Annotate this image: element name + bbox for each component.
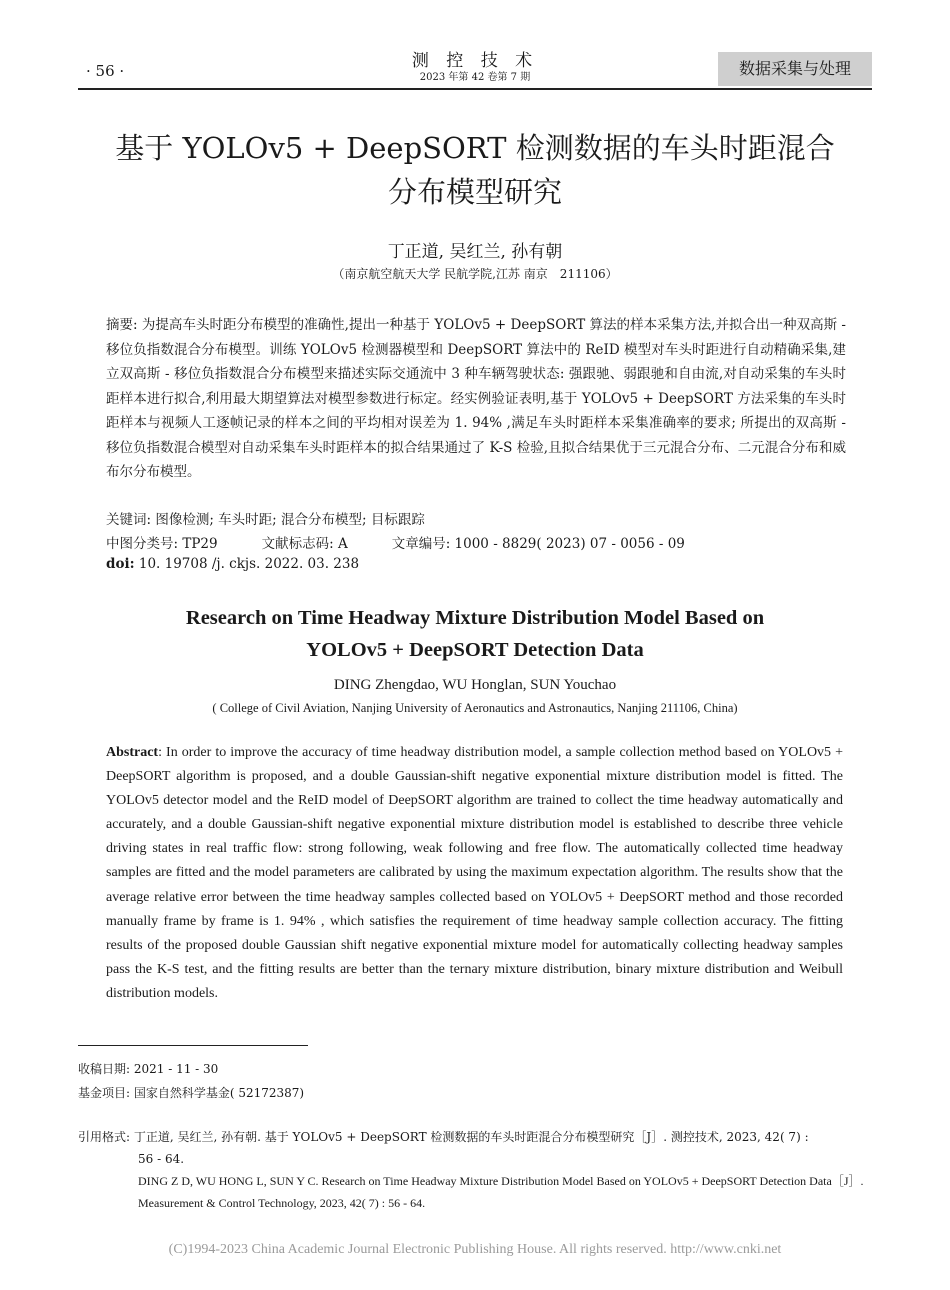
citation-cn-line2: 56 - 64. bbox=[138, 1152, 185, 1166]
cn-authors: 丁正道, 吴红兰, 孙有朝 bbox=[387, 242, 563, 262]
copyright-watermark: (C)1994-2023 China Academic Journal Electronic Publishing House. All rights reserved. http://www.cnki.net bbox=[168, 1242, 782, 1257]
cn-title bbox=[60, 126, 890, 214]
en-authors: DING Zhengdao, WU Honglan, SUN Youchao bbox=[333, 677, 617, 693]
footnote-rule bbox=[78, 1045, 308, 1046]
doi-value[interactable]: 10. 19708 /j. ckjs. 2022. 03. 238 bbox=[134, 556, 360, 572]
section-tag: 数据采集与处理 bbox=[718, 52, 872, 86]
en-abstract-label: Abstract bbox=[106, 745, 159, 760]
citation-cn-line1: 引用格式: 丁正道, 吴红兰, 孙有朝. 基于 YOLOv5 + DeepSORT 检测数据的车头时距混合分布模型研究［J］. 测控技术, 2023, 42( 7) : bbox=[78, 1130, 809, 1144]
doi-label: doi: bbox=[106, 556, 135, 572]
en-title-line2: YOLOv5 + DeepSORT Detection Data bbox=[306, 639, 644, 661]
cn-title-line2: 分布模型研究 bbox=[387, 175, 562, 209]
journal-title: 测 控 技 术 bbox=[411, 51, 539, 71]
cn-affiliation: （南京航空航天大学 民航学院,江苏 南京 211106） bbox=[332, 267, 618, 281]
journal-issue: 2023 年第 42 卷第 7 期 bbox=[419, 72, 531, 83]
fund-project: 基金项目: 国家自然科学基金( 52172387) bbox=[78, 1086, 305, 1100]
cn-title-line1: 基于 YOLOv5 + DeepSORT 检测数据的车头时距混合 bbox=[115, 131, 835, 165]
header-rule bbox=[78, 88, 872, 90]
cn-classification bbox=[106, 532, 685, 552]
clc-number: 中图分类号: TP29 bbox=[106, 536, 218, 552]
en-abstract-text: : In order to improve the accuracy of time headway distribution model, a sample collection method based on YOLOv5 + DeepSORT algorithm is proposed, and a double Gaussian-shift negative exponential mixture distribution model is fitted. The YOLOv5 detector model and the ReID model of DeepSORT algorithm are trained to collect the time headway automatically and accurately, and a double Gaussian-shift negative exponential mixture distribution model is established to describe three vehicle driving states in real traffic flow: strong following, weak following and free flow. The automatically collected time headway samples are fitted and the model parameters are calibrated by using the maximum expectation algorithm. The results show that the average relative error between the time headway samples collected based on YOLOv5 + DeepSORT method and those recorded manually frame by frame is 1. 94% , which satisfies the requirement of time headway sample collection accuracy. The fitting results of the proposed double Gaussian shift negative exponential mixture model for automatically collecting headway samples pass the K-S test, and the fitting results are better than the ternary mixture distribution, binary mixture distribution and Weibull distribution models. bbox=[106, 745, 843, 1001]
received-date: 收稿日期: 2021 - 11 - 30 bbox=[78, 1062, 219, 1076]
en-abstract bbox=[106, 741, 843, 1006]
citation-en: DING Z D, WU HONG L, SUN Y C. Research on Time Headway Mixture Distribution Model Based on YOLOv5 + DeepSORT Detection Data［J］. Measurement & Control Technology, 2023, 42( 7) : 56 - 64. bbox=[138, 1174, 864, 1210]
cn-abstract: 摘要: 为提高车头时距分布模型的准确性,提出一种基于 YOLOv5 + DeepSORT 算法的样本采集方法,并拟合出一种双高斯 - 移位负指数混合分布模型。训练 YOLOv5 检测器模型和 DeepSORT 算法中的 ReID 模型对车头时距进行自动精确采集,建立双高斯 - 移位负指数混合分布模型来描述实际交通流中 3 种车辆驾驶状态: 强跟驰、弱跟驰和自由流,对自动采集的车头时距样本进行拟合,利用最大期望算法对模型参数进行标定。经实例验证表明,基于 YOLOv5 + DeepSORT 方法采集的车头时距样本与视频人工逐帧记录的样本之间的平均相对误差为 1. 94% ,满足车头时距样本采集准确率的要求; 所提出的双高斯 - 移位负指数混合模型对自动采集车头时距样本的拟合结果通过了 K-S 检验,且拟合结果优于三元混合分布、二元混合分布和威布尔分布模型。 bbox=[106, 317, 846, 480]
page-number: · 56 · bbox=[86, 62, 125, 80]
document-code: 文献标志码: A bbox=[261, 536, 348, 552]
doi bbox=[106, 556, 359, 572]
cn-keywords: 关键词: 图像检测; 车头时距; 混合分布模型; 目标跟踪 bbox=[106, 512, 425, 528]
en-title-line1: Research on Time Headway Mixture Distribution Model Based on bbox=[185, 607, 765, 629]
en-affiliation: ( College of Civil Aviation, Nanjing University of Aeronautics and Astronautics, Nanjing 211106, China) bbox=[212, 701, 738, 715]
article-number: 文章编号: 1000 - 8829( 2023) 07 - 0056 - 09 bbox=[391, 536, 685, 552]
citation-cn bbox=[78, 1126, 878, 1170]
en-title bbox=[100, 602, 850, 666]
